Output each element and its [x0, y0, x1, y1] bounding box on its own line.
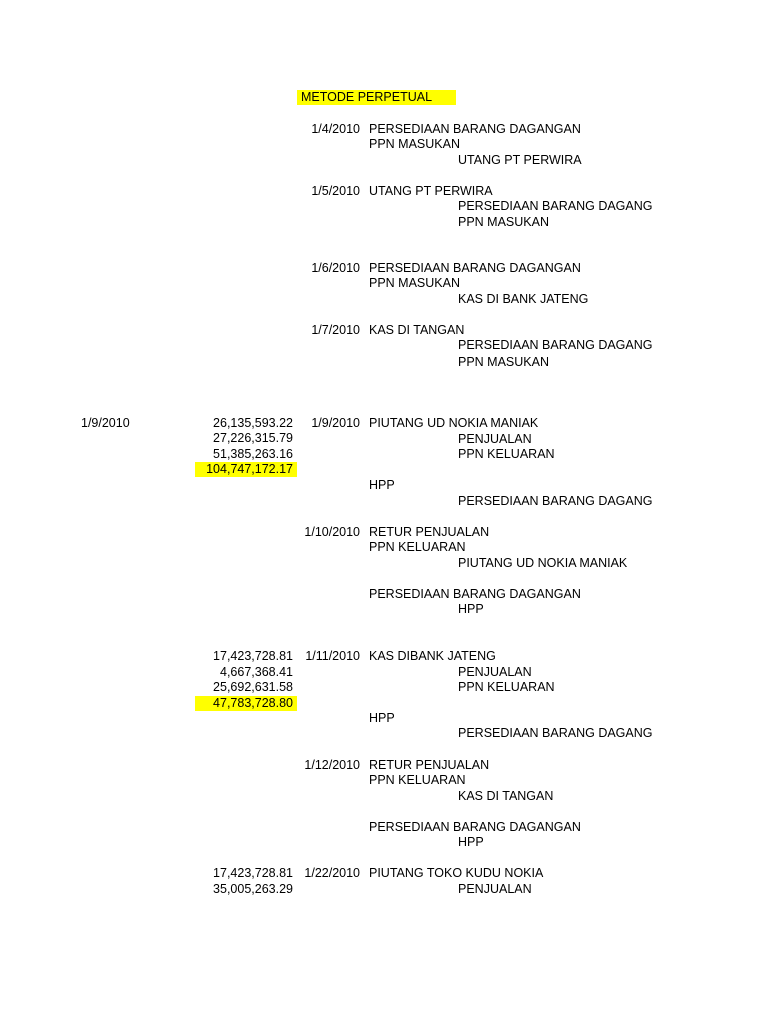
- entry-date: 1/6/2010: [311, 261, 360, 275]
- amount-value: 26,135,593.22: [213, 416, 293, 430]
- credit-account: PERSEDIAAN BARANG DAGANG: [458, 338, 653, 352]
- credit-account: PERSEDIAAN BARANG DAGANG: [458, 726, 653, 740]
- debit-account: PPN MASUKAN: [369, 137, 460, 151]
- debit-account: PERSEDIAAN BARANG DAGANGAN: [369, 122, 581, 136]
- credit-account: PENJUALAN: [458, 432, 532, 446]
- amount-value: 27,226,315.79: [213, 431, 293, 445]
- credit-account: PPN MASUKAN: [458, 215, 549, 229]
- amount-value: 17,423,728.81: [213, 866, 293, 880]
- debit-account: HPP: [369, 711, 395, 725]
- credit-account: PERSEDIAAN BARANG DAGANG: [458, 494, 653, 508]
- credit-account: PPN KELUARAN: [458, 447, 555, 461]
- page-title: METODE PERPETUAL: [297, 90, 456, 105]
- amount-value: 25,692,631.58: [213, 680, 293, 694]
- debit-account: UTANG PT PERWIRA: [369, 184, 493, 198]
- debit-account: PERSEDIAAN BARANG DAGANGAN: [369, 820, 581, 834]
- debit-account: HPP: [369, 478, 395, 492]
- debit-account: PIUTANG UD NOKIA MANIAK: [369, 416, 539, 430]
- amount-value: 17,423,728.81: [213, 649, 293, 663]
- debit-account: KAS DIBANK JATENG: [369, 649, 496, 663]
- entry-date: 1/11/2010: [305, 649, 360, 663]
- debit-account: PERSEDIAAN BARANG DAGANGAN: [369, 587, 581, 601]
- debit-account: PPN KELUARAN: [369, 773, 466, 787]
- credit-account: PIUTANG UD NOKIA MANIAK: [458, 556, 628, 570]
- entry-date: 1/9/2010: [311, 416, 360, 430]
- entry-date: 1/12/2010: [304, 758, 360, 772]
- amount-value: 4,667,368.41: [220, 665, 293, 679]
- debit-account: PIUTANG TOKO KUDU NOKIA: [369, 866, 544, 880]
- entry-date: 1/10/2010: [304, 525, 360, 539]
- debit-account: RETUR PENJUALAN: [369, 525, 490, 539]
- amount-value: 51,385,263.16: [213, 447, 293, 461]
- credit-account: KAS DI TANGAN: [458, 789, 554, 803]
- credit-account: KAS DI BANK JATENG: [458, 292, 589, 306]
- credit-account: PENJUALAN: [458, 665, 532, 679]
- debit-account: PPN MASUKAN: [369, 276, 460, 290]
- debit-account: PERSEDIAAN BARANG DAGANGAN: [369, 261, 581, 275]
- entry-date: 1/22/2010: [304, 866, 360, 880]
- side-date: 1/9/2010: [81, 416, 130, 430]
- credit-account: PENJUALAN: [458, 882, 532, 896]
- amount-value: 35,005,263.29: [213, 882, 293, 896]
- entry-date: 1/5/2010: [311, 184, 360, 198]
- credit-account: HPP: [458, 602, 484, 616]
- debit-account: KAS DI TANGAN: [369, 323, 465, 337]
- debit-account: PPN KELUARAN: [369, 540, 466, 554]
- credit-account: HPP: [458, 835, 484, 849]
- amount-total-highlighted: 104,747,172.17: [195, 462, 297, 477]
- entry-date: 1/4/2010: [311, 122, 360, 136]
- amount-total-highlighted: 47,783,728.80: [195, 696, 297, 711]
- credit-account: PPN KELUARAN: [458, 680, 555, 694]
- credit-account: PERSEDIAAN BARANG DAGANG: [458, 199, 653, 213]
- credit-account: PPN MASUKAN: [458, 355, 549, 369]
- entry-date: 1/7/2010: [311, 323, 360, 337]
- credit-account: UTANG PT PERWIRA: [458, 153, 582, 167]
- debit-account: RETUR PENJUALAN: [369, 758, 490, 772]
